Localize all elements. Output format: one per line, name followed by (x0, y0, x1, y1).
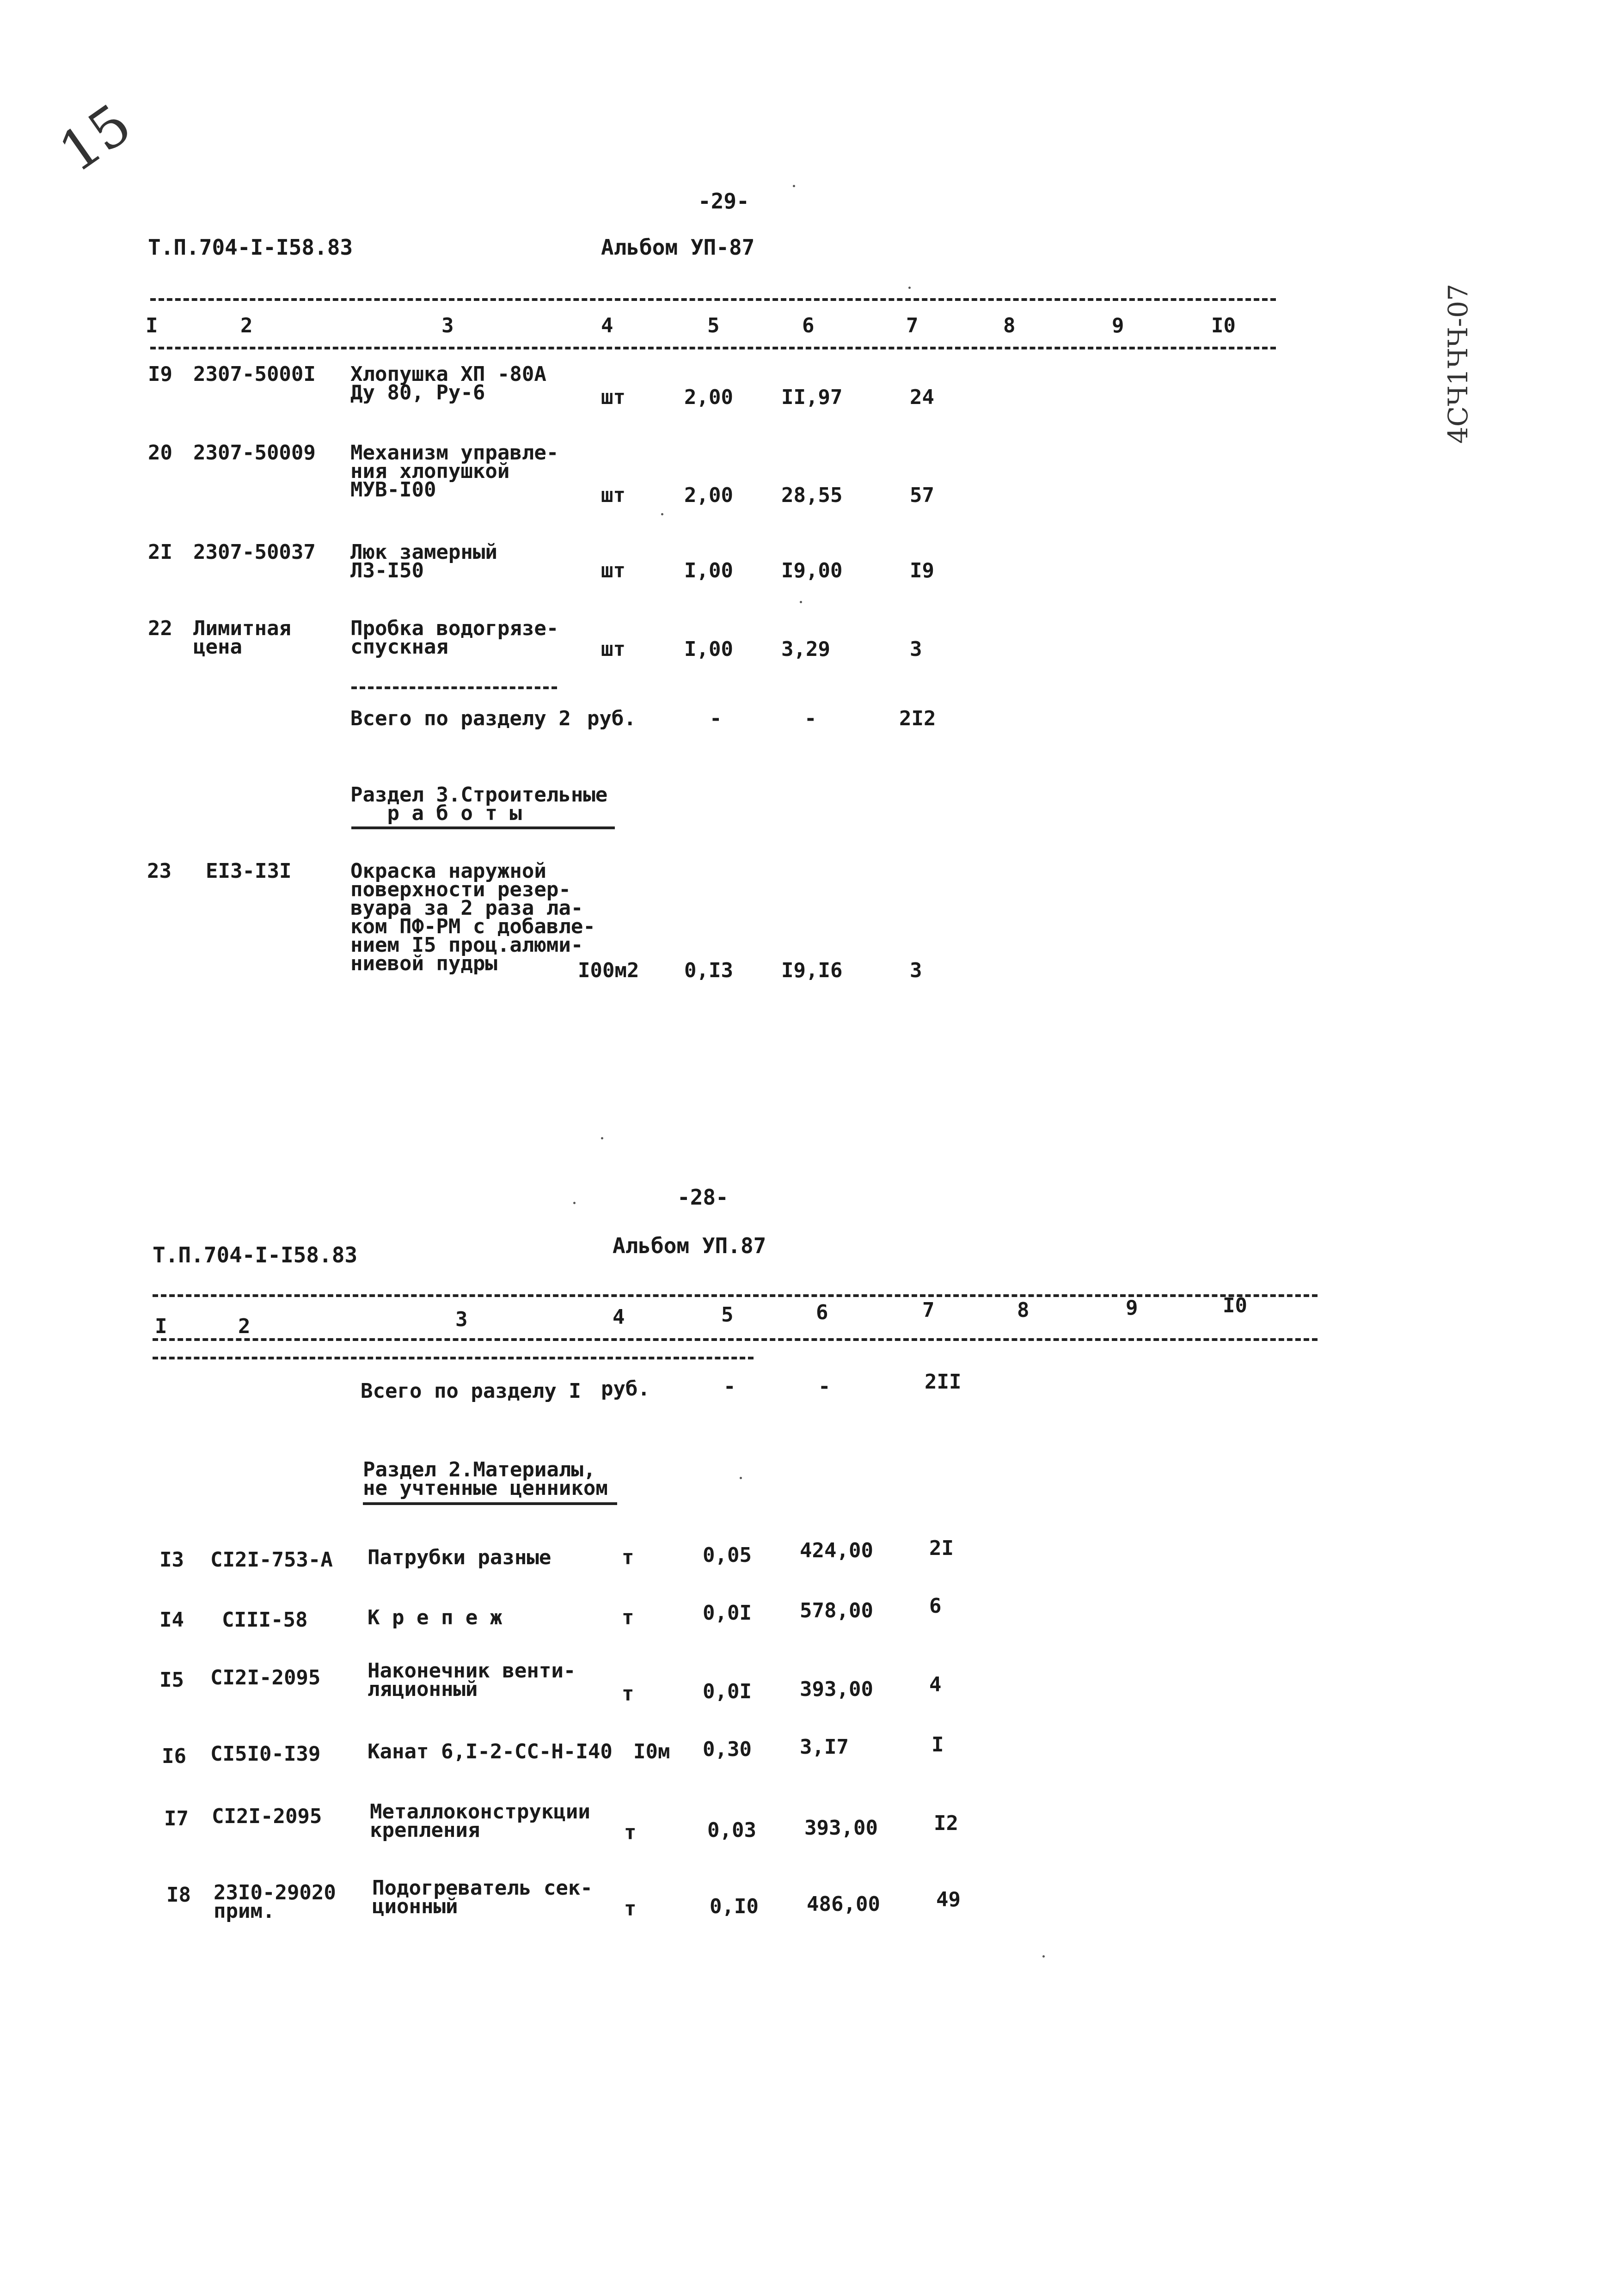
subtotal-qty: - (710, 707, 722, 730)
row-name: Окраска наружной поверхности резер- вуара за 2 раза ла- ком ПФ-РМ с добавле- нием I5 проц.алюми- ниевой пудры (350, 859, 595, 975)
row-code: CI2I-2095 (210, 1666, 321, 1689)
row-price: 3,I7 (800, 1735, 849, 1759)
row-total: 3 (910, 637, 922, 661)
row-unit: I00м2 (578, 959, 639, 982)
scan-speck (601, 1137, 603, 1139)
row-number: I6 (162, 1744, 186, 1768)
row-name: К р е п е ж (368, 1606, 503, 1629)
row-number: I9 (148, 362, 172, 386)
doc-code: Т.П.704-I-I58.83 (153, 1242, 358, 1267)
row-number: 20 (148, 441, 172, 465)
page-number: -28- (677, 1185, 729, 1210)
row-name: Люк замерный ЛЗ-I50 (350, 540, 497, 582)
table-rule (150, 298, 1276, 301)
col-header: 7 (922, 1298, 935, 1322)
col-header: 9 (1126, 1296, 1138, 1320)
row-unit: т (622, 1682, 634, 1706)
row-price: 3,29 (781, 637, 830, 661)
row-price: 424,00 (800, 1539, 873, 1562)
row-name: Хлопушка ХП -80А Ду 80, Ру-6 (350, 362, 546, 404)
row-unit: шт (601, 386, 625, 409)
row-code: CI5I0-I39 (210, 1742, 321, 1766)
subtotal-price: - (804, 707, 817, 730)
row-total: I9 (910, 559, 934, 582)
col-header: 8 (1003, 314, 1016, 337)
col-header: 2 (240, 314, 253, 337)
row-total: I (932, 1733, 944, 1756)
col-header: I (155, 1315, 167, 1338)
row-total: I2 (934, 1812, 958, 1835)
row-number: I8 (166, 1883, 191, 1907)
row-number: I5 (159, 1668, 184, 1692)
subtotal-rule (351, 686, 557, 689)
subtotal-label: Всего по разделу I (361, 1379, 581, 1403)
row-unit: т (622, 1606, 634, 1629)
row-name: Механизм управле- ния хлопушкой МУВ-I00 (350, 441, 559, 502)
row-name: Пробка водогрязе- спускная (350, 617, 559, 659)
row-price: I9,00 (781, 559, 843, 582)
row-qty: 0,03 (707, 1818, 756, 1842)
row-total: 49 (936, 1888, 961, 1911)
row-number: 2I (148, 540, 172, 564)
row-unit: т (624, 1897, 637, 1921)
scan-speck (793, 185, 795, 187)
row-price: 486,00 (807, 1892, 880, 1916)
row-unit: I0м (633, 1740, 670, 1763)
subtotal-total: 2II (925, 1370, 962, 1394)
scan-speck (908, 287, 911, 289)
row-qty: 0,0I (703, 1680, 752, 1703)
row-total: 3 (910, 959, 922, 982)
subtotal-qty: - (723, 1375, 736, 1398)
row-qty: 2,00 (684, 483, 733, 507)
row-price: 578,00 (800, 1599, 873, 1622)
row-name: Металлоконструкции крепления (370, 1800, 590, 1842)
side-stamp: 4СЧ1ЧЧ-07 (1442, 283, 1474, 444)
row-total: 2I (929, 1536, 954, 1560)
col-header: 6 (816, 1301, 828, 1324)
row-qty: 0,I3 (684, 959, 733, 982)
row-number: 23 (147, 859, 172, 883)
album-label: Альбом УП.87 (613, 1233, 766, 1258)
row-unit: шт (601, 559, 625, 582)
scan-speck (740, 1477, 742, 1479)
row-name: Наконечник венти- ляционный (368, 1659, 576, 1701)
row-qty: 2,00 (684, 386, 733, 409)
row-code: Лимитная цена (193, 617, 291, 659)
col-header: 9 (1112, 314, 1124, 337)
col-header: 3 (455, 1308, 468, 1331)
row-price: I9,I6 (781, 959, 843, 982)
col-header: 2 (238, 1315, 251, 1338)
table-rule (153, 1338, 1318, 1341)
row-price: 28,55 (781, 483, 843, 507)
row-qty: 0,30 (703, 1738, 752, 1761)
col-header: 3 (441, 314, 454, 337)
col-header: 5 (707, 314, 720, 337)
row-qty: 0,I0 (710, 1895, 759, 1918)
row-qty: 0,05 (703, 1543, 752, 1567)
row-price: II,97 (781, 386, 843, 409)
row-name: Канат 6,I-2-СС-Н-I40 (368, 1740, 613, 1763)
row-number: 22 (148, 617, 172, 640)
table-rule (153, 1357, 754, 1359)
row-price: 393,00 (800, 1677, 873, 1701)
col-header: 5 (721, 1303, 734, 1327)
row-code: CI2I-753-А (210, 1548, 333, 1572)
subtotal-unit: руб. (587, 707, 636, 730)
row-total: 6 (929, 1594, 942, 1618)
col-header: I0 (1211, 314, 1236, 337)
table-rule (150, 347, 1276, 349)
row-unit: шт (601, 483, 625, 507)
table-rule (153, 1294, 1318, 1297)
row-code: CI2I-2095 (212, 1805, 322, 1828)
col-header: 6 (802, 314, 815, 337)
scan-speck (661, 513, 663, 515)
subtotal-total: 2I2 (899, 707, 936, 730)
row-code: 2307-50009 (193, 441, 316, 465)
row-name: Подогреватель сек- ционный (372, 1876, 593, 1918)
doc-code: Т.П.704-I-I58.83 (148, 235, 353, 260)
row-total: 4 (929, 1673, 942, 1696)
row-total: 24 (910, 386, 934, 409)
scan-speck (1042, 1955, 1045, 1958)
row-code: 2307-50037 (193, 540, 316, 564)
row-number: I7 (164, 1807, 189, 1830)
row-price: 393,00 (804, 1816, 878, 1840)
row-number: I4 (159, 1608, 184, 1632)
scan-speck (573, 1202, 576, 1204)
row-unit: т (624, 1821, 637, 1844)
corner-handwritten-mark: 15 (48, 92, 143, 185)
row-name: Патрубки разные (368, 1546, 552, 1569)
row-qty: 0,0I (703, 1601, 752, 1625)
subtotal-unit: руб. (601, 1377, 650, 1401)
section-underline (351, 826, 615, 829)
subtotal-label: Всего по разделу 2 (350, 707, 571, 730)
section-heading: Раздел 3.Строительные р а б о т ы (350, 783, 608, 825)
subtotal-price: - (818, 1375, 831, 1398)
row-total: 57 (910, 483, 934, 507)
section-underline (363, 1502, 617, 1505)
col-header: I0 (1223, 1294, 1247, 1317)
col-header: 4 (601, 314, 613, 337)
scan-speck (800, 601, 802, 603)
row-code: ЕI3-I3I (206, 859, 292, 883)
col-header: 7 (906, 314, 919, 337)
row-code: CIII-58 (222, 1608, 308, 1632)
col-header: I (146, 314, 158, 337)
row-number: I3 (159, 1548, 184, 1572)
section-heading: Раздел 2.Материалы, не учтенные ценником (363, 1458, 608, 1500)
row-code: 23I0-29020 прим. (214, 1881, 336, 1923)
col-header: 4 (613, 1305, 625, 1329)
row-qty: I,00 (684, 559, 733, 582)
col-header: 8 (1017, 1298, 1030, 1322)
row-unit: шт (601, 637, 625, 661)
album-label: Альбом УП-87 (601, 235, 755, 260)
row-code: 2307-5000I (193, 362, 316, 386)
row-unit: т (622, 1546, 634, 1569)
row-qty: I,00 (684, 637, 733, 661)
page-number: -29- (698, 189, 749, 214)
